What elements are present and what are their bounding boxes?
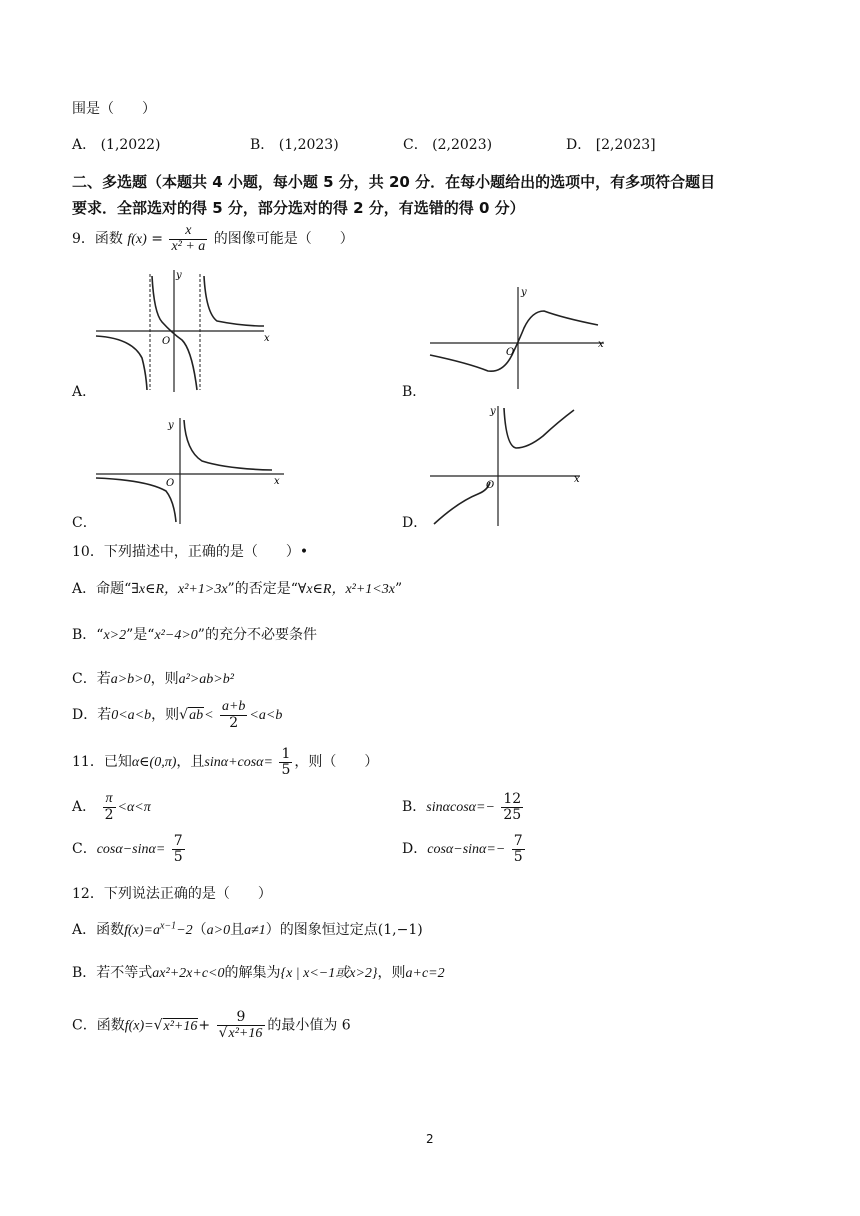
section-heading-line1: 二、多选题（本题共 4 小题，每小题 5 分，共 20 分．在每小题给出的选项中，有多项符合题目 bbox=[72, 173, 716, 191]
q10-option-d: D．若0<a<b，则√ab< $\frac{a+b}{2}$ <a<b bbox=[72, 699, 283, 731]
graph-a-x-label: x bbox=[264, 333, 270, 344]
section-heading-line2: 要求．全部选对的得 5 分，部分选对的得 2 分，有选错的得 0 分） bbox=[72, 199, 525, 217]
graph-a-origin: O bbox=[162, 336, 171, 347]
graph-b-y-label: y bbox=[521, 287, 527, 298]
q11-option-c: C．cosα−sinα= $\frac{7}{5}$ bbox=[72, 833, 183, 865]
q11-option-b: B．sinαcosα=− $\frac{12}{25}$ bbox=[402, 791, 522, 823]
option-d: D． [2,2023] bbox=[566, 137, 656, 153]
option-c: C． (2,2023) bbox=[403, 137, 493, 153]
q10-stem: 10．下列描述中，正确的是（ ）• bbox=[72, 544, 309, 560]
q10-option-a: A．命题“∃x∈R，x²+1>3x”的否定是“∀x∈R，x²+1<3x” bbox=[72, 581, 403, 597]
graph-a-y-label: y bbox=[176, 270, 182, 281]
q10-option-b: B．“x>2”是“x²−4>0”的充分不必要条件 bbox=[72, 627, 317, 643]
q12-option-b: B．若不等式ax²+2x+c<0的解集为{x | x<−1或x>2}，则a+c=2 bbox=[72, 965, 445, 981]
option-a: A． (1,2022) bbox=[72, 137, 161, 153]
graph-b-origin: O bbox=[506, 347, 515, 358]
graph-a bbox=[92, 268, 282, 394]
q9-stem: 9．函数 f(x) = $\frac{x}{\text{x² + a}}$ 的图像可能是（ ） bbox=[72, 223, 354, 254]
graph-c-label: C． bbox=[72, 515, 97, 531]
q12-option-c: C．函数f(x)=√x²+16+ $\frac{9}{\text{√x²+16}}$ 的最小值为 6 bbox=[72, 1009, 351, 1041]
graph-d-origin: O bbox=[486, 480, 495, 491]
prev-question-tail: 围是（ ） bbox=[72, 101, 156, 117]
q12-stem: 12．下列说法正确的是（ ） bbox=[72, 886, 272, 902]
graph-b bbox=[428, 283, 608, 391]
graph-b-x-label: x bbox=[598, 339, 604, 350]
graph-d-x-label: x bbox=[574, 474, 580, 485]
graph-d-label: D． bbox=[402, 515, 428, 531]
option-b: B． (1,2023) bbox=[250, 137, 339, 153]
graph-b-label: B． bbox=[402, 384, 427, 400]
graph-c-x-label: x bbox=[274, 476, 280, 487]
q11-stem: 11．已知α∈(0,π)，且sinα+cosα= $\frac{1}{5}$ ，则（ ） bbox=[72, 746, 379, 778]
graph-c-origin: O bbox=[166, 478, 175, 489]
graph-d bbox=[428, 402, 588, 528]
graph-d-y-label: y bbox=[490, 406, 496, 417]
q10-option-c: C．若a>b>0，则a²>ab>b² bbox=[72, 671, 234, 687]
graph-a-label: A． bbox=[72, 384, 97, 400]
graph-c-y-label: y bbox=[168, 420, 174, 431]
q11-option-a: A． $\frac{\pi}{2}$ <α<π bbox=[72, 791, 151, 823]
q11-option-d: D．cosα−sinα=− $\frac{7}{5}$ bbox=[402, 833, 523, 865]
graph-c bbox=[92, 416, 288, 526]
q12-option-a: A．函数$f(x)=a^{x-1}-2(a>0$且a≠1）的图象恒过定点(1,−1) bbox=[72, 920, 423, 938]
page-number: 2 bbox=[426, 1132, 434, 1146]
